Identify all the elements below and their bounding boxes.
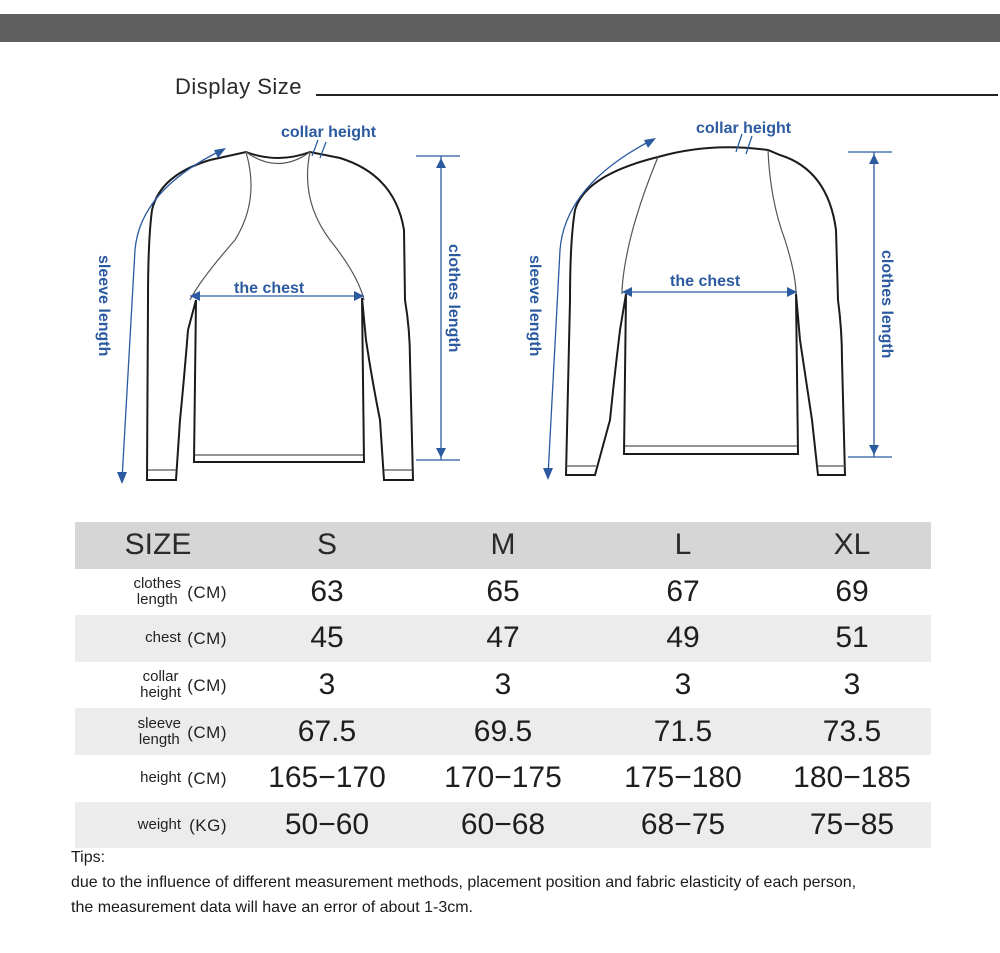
table-cell: 51	[835, 621, 869, 655]
table-cell: 45	[310, 621, 344, 655]
table-row	[75, 802, 931, 849]
row-unit: (CM)	[187, 769, 227, 789]
row-label: clothes length	[133, 574, 181, 608]
clothes-length-label-back: clothes length	[878, 250, 895, 359]
size-header-s: S	[316, 528, 337, 562]
size-header-m: M	[490, 528, 516, 562]
table-cell: 3	[674, 668, 692, 702]
table-cell: 65	[486, 574, 520, 608]
row-unit: (CM)	[187, 722, 227, 742]
size-header-row	[75, 522, 931, 569]
table-row	[75, 662, 931, 709]
row-unit: (CM)	[187, 676, 227, 696]
back-shirt-illustration	[566, 147, 845, 475]
row-label: chest	[145, 629, 181, 647]
table-cell: 63	[310, 574, 344, 608]
table-cell: 67.5	[297, 714, 357, 748]
row-label: collar height	[140, 668, 181, 702]
table-cell: 170−175	[444, 761, 562, 795]
table-cell: 175−180	[624, 761, 742, 795]
table-cell: 60−68	[460, 807, 546, 841]
clothes-length-label-front: clothes length	[445, 244, 462, 353]
measurement-diagrams	[0, 100, 1000, 500]
header-bar	[0, 14, 1000, 42]
table-row	[75, 755, 931, 802]
page-title: Display Size	[175, 74, 303, 99]
chest-label-front: the chest	[234, 280, 305, 297]
table-cell: 69.5	[473, 714, 533, 748]
row-label: height	[140, 769, 181, 787]
table-row	[75, 615, 931, 662]
tips-line-1: due to the influence of different measurement methods, placement position and fabric elasticity of each person,	[71, 874, 857, 891]
chest-label-back: the chest	[670, 273, 741, 290]
title-rule	[316, 94, 998, 96]
row-unit: (CM)	[187, 582, 227, 602]
table-cell: 67	[666, 574, 700, 608]
size-chart-table	[75, 522, 931, 848]
tips-heading: Tips:	[71, 849, 106, 866]
table-cell: 71.5	[653, 714, 713, 748]
table-row	[75, 708, 931, 755]
row-label: sleeve length	[137, 714, 181, 748]
table-cell: 75−85	[809, 807, 895, 841]
table-cell: 47	[486, 621, 520, 655]
tips-line-2: the measurement data will have an error of about 1-3cm.	[71, 899, 473, 916]
row-label: weight	[137, 815, 181, 833]
sleeve-length-label-back: sleeve length	[526, 255, 543, 357]
table-cell: 3	[843, 668, 861, 702]
row-unit: (KG)	[189, 815, 227, 835]
table-cell: 3	[318, 668, 336, 702]
table-cell: 165−170	[268, 761, 386, 795]
table-cell: 73.5	[822, 714, 882, 748]
table-row	[75, 569, 931, 616]
table-cell: 3	[494, 668, 512, 702]
table-cell: 50−60	[284, 807, 370, 841]
collar-height-label-back: collar height	[696, 120, 792, 137]
tips-section	[71, 845, 856, 920]
collar-height-label-front: collar height	[281, 124, 377, 141]
table-cell: 69	[835, 574, 869, 608]
row-unit: (CM)	[187, 629, 227, 649]
sleeve-length-label-front: sleeve length	[95, 255, 112, 357]
table-cell: 49	[666, 621, 700, 655]
front-shirt-illustration	[147, 152, 413, 480]
table-cell: 180−185	[793, 761, 911, 795]
size-header-label: SIZE	[124, 528, 192, 562]
table-cell: 68−75	[640, 807, 726, 841]
size-header-xl: XL	[833, 528, 871, 562]
size-header-l: L	[674, 528, 692, 562]
